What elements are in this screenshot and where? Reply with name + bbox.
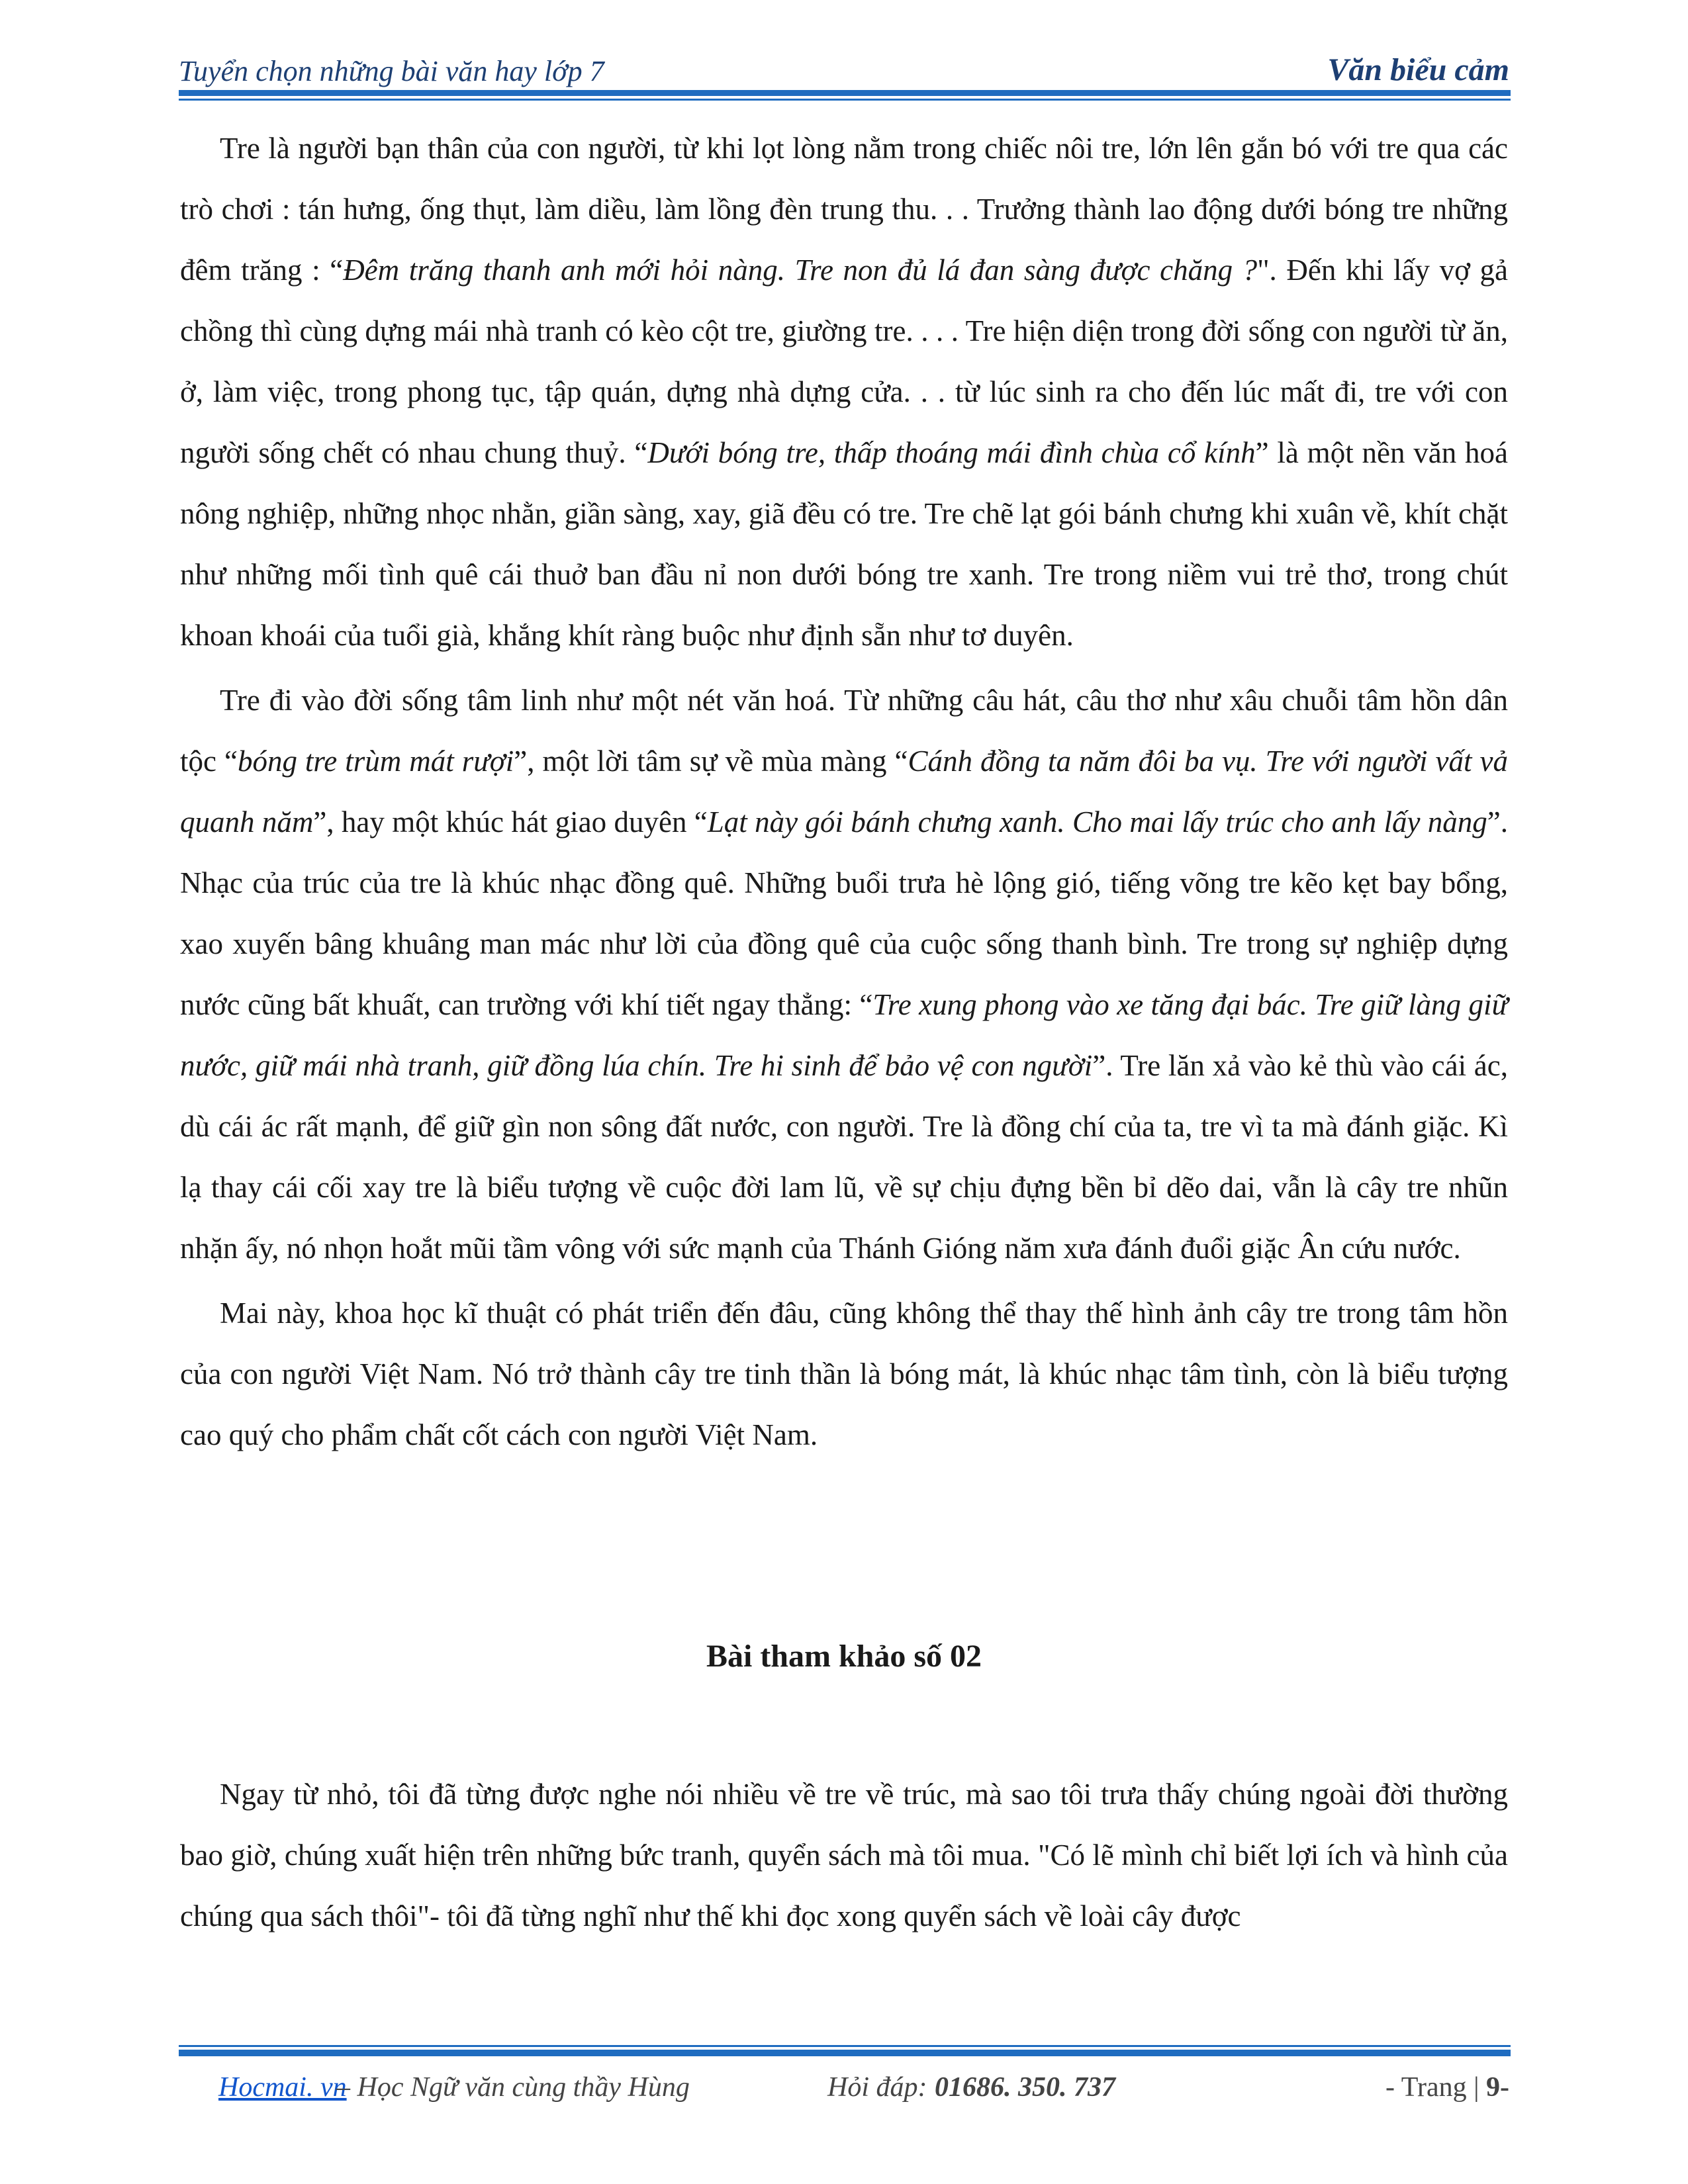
header-rule [179, 90, 1511, 96]
footer-hotline-number: 01686. 350. 737 [935, 2072, 1115, 2103]
header-rule-thin [179, 99, 1511, 101]
paragraph [180, 1764, 1508, 1946]
text-run: ". Đến khi lấy vợ gả chồng thì cùng dựng mái nhà tranh có kèo cột tre, giường tre. . . . Tre hiện diện trong đời sống con người từ ăn, ở, làm việc, trong phong tục, tập quán, dựng nhà dựng cửa. . . từ lúc sinh ra cho đến lúc mất đi, tre với con người sống chết có nhau chung thuỷ. “ [180, 253, 1508, 469]
quoted-verse: Lạt này gói bánh chưng xanh. Cho mai lấy trúc cho anh lấy nàng [707, 805, 1487, 839]
text-run: ”. Tre lăn xả vào kẻ thù vào cái ác, dù cái ác rất mạnh, để giữ gìn non sông đất nước, con người. Tre là đồng chí của ta, tre vì ta mà đánh giặc. Kì lạ thay cái cối xay tre là biểu tượng về cuộc đời lam lũ, về sự chịu đựng bền bỉ dẽo dai, vẫn là cây tre nhũn nhặn ấy, nó nhọn hoắt mũi tầm vông với sức mạnh của Thánh Gióng năm xưa đánh đuổi giặc Ân cứu nước. [180, 1049, 1508, 1265]
footer-page-value: 9- [1486, 2072, 1509, 2103]
section-title: Bài tham khảo số 02 [706, 1639, 982, 1674]
footer-page-prefix: - Trang | [1385, 2072, 1479, 2103]
paragraph [180, 1283, 1508, 1465]
footer-hotline-label: Hỏi đáp: [827, 2072, 927, 2103]
footer-site-link[interactable]: Hocmai. vn [218, 2072, 347, 2103]
quoted-verse: bóng tre trùm mát rượi [237, 745, 514, 778]
text-run: Tre đi vào đời sống tâm linh như một nét văn hoá. Từ những câu hát, câu thơ như xâu chuỗi tâm hồn dân tộc “ [180, 684, 1508, 778]
quoted-verse: Dưới bóng tre, thấp thoáng mái đình chùa cổ kính [647, 436, 1256, 469]
header-book-title: Tuyển chọn những bài văn hay lớp 7 [179, 55, 604, 87]
quoted-verse: Đêm trăng thanh anh mới hỏi nàng. Tre non đủ lá đan sàng được chăng ? [343, 253, 1258, 287]
paragraph [180, 670, 1508, 1279]
footer-rule-thin [179, 2045, 1511, 2047]
text-run: ”, hay một khúc hát giao duyên “ [313, 805, 708, 839]
header-section-title: Văn biểu cảm [1327, 52, 1509, 87]
footer-slogan: – Học Ngữ văn cùng thầy Hùng [336, 2072, 690, 2103]
essay-body-part-2 [180, 1764, 1508, 1946]
text-run: Tre là người bạn thân của con người, từ khi lọt lòng nằm trong chiếc nôi tre, lớn lên gắn bó với tre qua các trò chơi : tán hưng, ống thụt, làm diều, làm lồng đèn trung thu. . . Trưởng thành lao động dưới bóng tre những đêm trăng : “ [180, 132, 1508, 287]
footer-rule [179, 2050, 1511, 2056]
text-run: ”. Nhạc của trúc của tre là khúc nhạc đồng quê. Những buổi trưa hè lộng gió, tiếng võng tre kẽo kẹt bay bổng, xao xuyến bâng khuâng man mác như lời của đồng quê của cuộc sống thanh bình. Tre trong sự nghiệp dựng nước cũng bất khuất, can trường với khí tiết ngay thẳng: “ [180, 805, 1509, 1021]
text-run: ”, một lời tâm sự về mùa màng “ [514, 745, 908, 778]
paragraph [180, 118, 1508, 666]
text-run: Mai này, khoa học kĩ thuật có phát triển đến đâu, cũng không thể thay thế hình ảnh cây tre trong tâm hồn của con người Việt Nam. Nó trở thành cây tre tinh thần là bóng mát, là khúc nhạc tâm tình, còn là biểu tượng cao quý cho phẩm chất cốt cách con người Việt Nam. [180, 1297, 1508, 1451]
quoted-verse: Cánh đồng ta năm đôi ba vụ. Tre với người vất vả quanh năm [180, 745, 1508, 839]
page-footer [218, 2071, 1509, 2111]
essay-body-part-1 [180, 118, 1508, 1469]
footer-page-number [1385, 2071, 1509, 2103]
quoted-verse: Tre xung phong vào xe tăng đại bác. Tre giữ làng giữ nước, giữ mái nhà tranh, giữ đồng lúa chín. Tre hi sinh để bảo vệ con người [180, 988, 1508, 1082]
text-run: Ngay từ nhỏ, tôi đã từng được nghe nói nhiều về tre về trúc, mà sao tôi trưa thấy chúng ngoài đời thường bao giờ, chúng xuất hiện trên những bức tranh, quyển sách mà tôi mua. "Có lẽ mình chỉ biết lợi ích và hình của chúng qua sách thôi"- tôi đã từng nghĩ như thế khi đọc xong quyển sách về loài cây được [180, 1778, 1508, 1933]
text-run: ” là một nền văn hoá nông nghiệp, những nhọc nhằn, giần sàng, xay, giã đều có tre. Tre chẽ lạt gói bánh chưng khi xuân về, khít chặt như những mối tình quê cái thuở ban đầu nỉ non dưới bóng tre xanh. Tre trong niềm vui trẻ thơ, trong chút khoan khoái của tuổi già, khắng khít ràng buộc như định sẵn như tơ duyên. [180, 436, 1509, 652]
